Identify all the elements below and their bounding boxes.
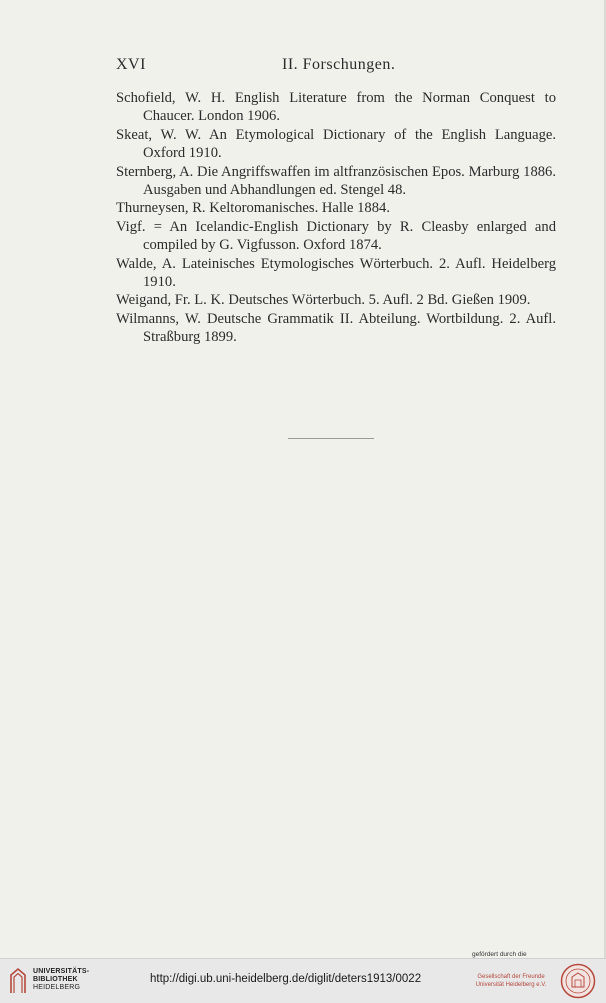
library-name: UNIVERSITÄTS- BIBLIOTHEK HEIDELBERG xyxy=(33,968,90,991)
bibliography-entry: Schofield, W. H. English Literature from the Norman Conquest to Chaucer. London 1906. xyxy=(116,90,556,125)
permalink-url[interactable]: http://digi.ub.uni-heidelberg.de/diglit/deters1913/0022 xyxy=(150,973,422,985)
bibliography-entry: Sternberg, A. Die Angriffswaffen im altfranzösischen Epos. Marburg 1886. Ausgaben und Abhandlungen ed. Stengel 48. xyxy=(116,163,556,199)
sponsor-label: gefördert durch die xyxy=(472,951,527,958)
bibliography-entry: Vigf. = An Icelandic-English Dictionary by R. Cleasby enlarged and compiled by G. Vigfusson. Oxford 1874. xyxy=(116,218,556,254)
bibliography-list xyxy=(116,89,556,347)
library-logo-icon xyxy=(8,967,28,995)
running-title: II. Forschungen. xyxy=(282,56,396,73)
page-header xyxy=(0,56,604,78)
bibliography-entry: Weigand, Fr. L. K. Deutsches Wörterbuch. 5. Aufl. 2 Bd. Gießen 1909. xyxy=(116,292,531,309)
bibliography-entry: Skeat, W. W. An Etymological Dictionary of the English Language. Oxford 1910. xyxy=(116,126,556,162)
university-seal-icon xyxy=(560,963,596,999)
viewer-footer xyxy=(0,951,606,1003)
bibliography-entry: Walde, A. Lateinisches Etymologisches Wörterbuch. 2. Aufl. Heidelberg 1910. xyxy=(116,255,556,291)
bibliography-entry: Wilmanns, W. Deutsche Grammatik II. Abteilung. Wortbildung. 2. Aufl. Straßburg 1899. xyxy=(116,310,556,346)
section-end-rule xyxy=(288,438,374,439)
page-number: XVI xyxy=(116,56,146,73)
sponsor-name: Gesellschaft der Freunde Universität Heidelberg e.V. xyxy=(475,974,547,988)
bibliography-entry: Thurneysen, R. Keltoromanisches. Halle 1884. xyxy=(116,200,390,217)
